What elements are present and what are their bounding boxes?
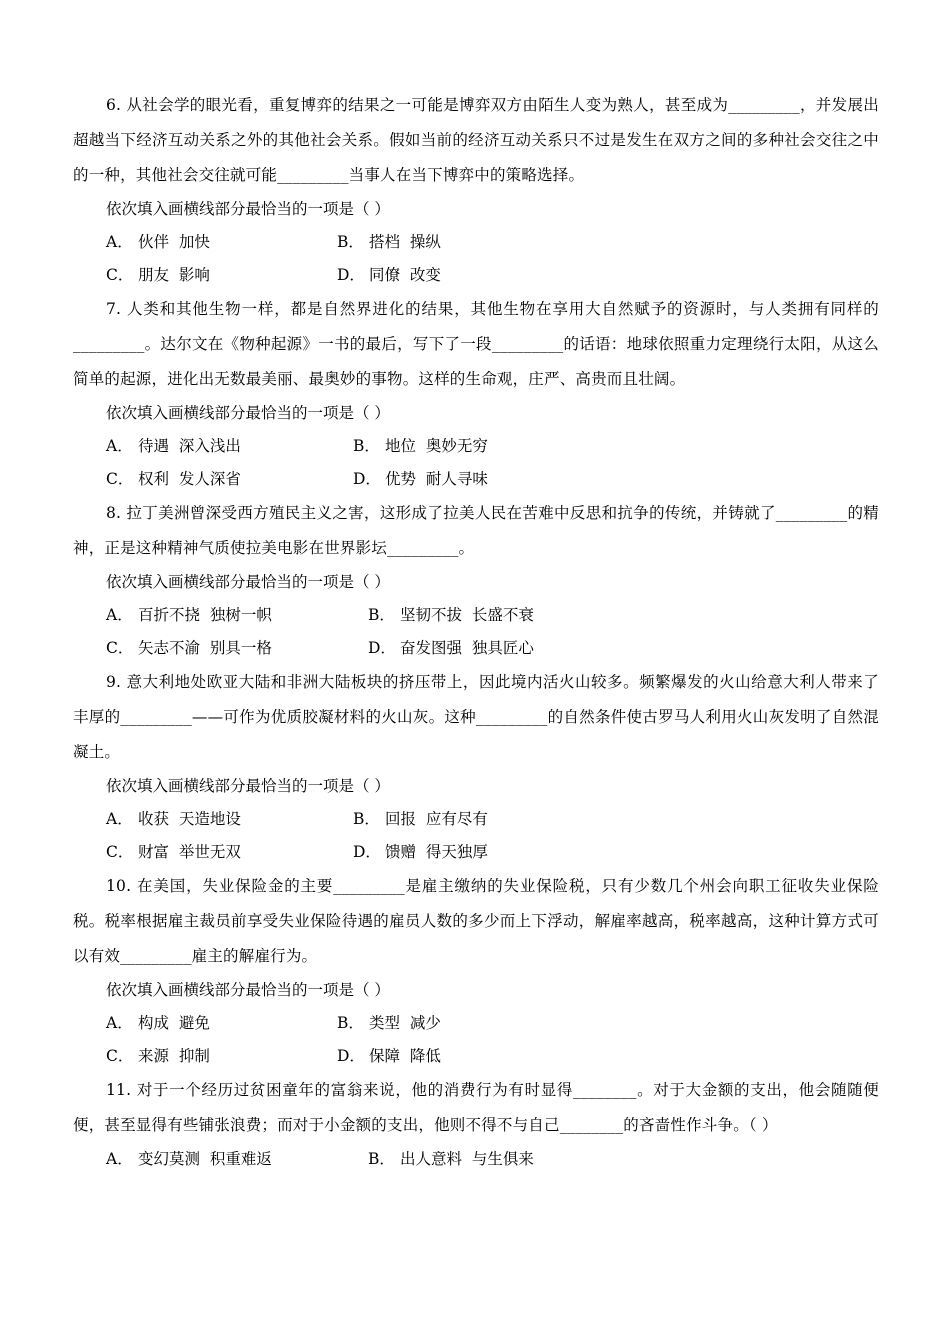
option-b (337, 226, 441, 259)
option-text: 朋友 影响 (138, 266, 210, 284)
option-a (106, 430, 353, 463)
question-6 (73, 88, 879, 292)
question-stem: 7. 人类和其他生物一样，都是自然界进化的结果，其他生物在享用大自然赋予的资源时，与人类拥有同样的_________。达尔文在《物种起源》一书的最后，写下了一段_________的话语：地球依照重力定理绕行太阳，从这么简单的起源，进化出无数最美丽、最奥妙的事物。这样的生命观，庄严、高贵而且壮阔。 (73, 300, 879, 388)
question-prompt: 依次填入画横线部分最恰当的一项是（ ） (106, 200, 390, 218)
option-letter: B． (337, 233, 364, 251)
option-c (106, 632, 368, 665)
option-text: 收获 天造地设 (138, 810, 241, 828)
option-d (368, 632, 534, 665)
option-letter: C． (106, 266, 134, 284)
option-letter: B． (337, 1014, 364, 1032)
option-a (106, 1143, 368, 1176)
option-text: 变幻莫测 积重难返 (138, 1150, 272, 1168)
option-row (73, 803, 879, 836)
option-letter: B． (368, 1150, 395, 1168)
option-d (353, 463, 488, 496)
option-letter: C． (106, 1047, 134, 1065)
question-prompt: 依次填入画横线部分最恰当的一项是（ ） (106, 404, 390, 422)
option-a (106, 226, 337, 259)
option-b (353, 803, 488, 836)
option-a (106, 599, 368, 632)
option-text: 优势 耐人寻味 (385, 470, 488, 488)
option-letter: B． (353, 810, 380, 828)
option-row (73, 632, 879, 665)
option-letter: B． (353, 437, 380, 455)
option-d (337, 1040, 441, 1073)
option-b (368, 599, 534, 632)
option-text: 构成 避免 (138, 1014, 210, 1032)
option-text: 地位 奥妙无穷 (385, 437, 488, 455)
question-11 (73, 1073, 879, 1176)
option-a (106, 1007, 337, 1040)
option-text: 伙伴 加快 (138, 233, 210, 251)
option-text: 矢志不渝 别具一格 (138, 639, 272, 657)
question-9 (73, 665, 879, 869)
option-text: 百折不挠 独树一帜 (138, 606, 272, 624)
option-letter: D． (368, 639, 396, 657)
option-text: 馈赠 得天独厚 (385, 843, 488, 861)
option-row (73, 1143, 879, 1176)
option-letter: C． (106, 470, 134, 488)
option-row (73, 259, 879, 292)
option-row (73, 1007, 879, 1040)
option-letter: A． (106, 810, 133, 828)
option-letter: D． (337, 266, 365, 284)
option-row (73, 463, 879, 496)
option-b (353, 430, 488, 463)
option-letter: D． (353, 843, 381, 861)
option-row (73, 836, 879, 869)
option-a (106, 803, 353, 836)
option-letter: C． (106, 843, 134, 861)
question-stem: 6. 从社会学的眼光看，重复博弈的结果之一可能是博弈双方由陌生人变为熟人，甚至成为_________，并发展出超越当下经济互动关系之外的其他社会关系。假如当前的经济互动关系只不过是发生在双方之间的多种社会交往之中的一种，其他社会交往就可能_________当事人在当下博弈中的策略选择。 (73, 96, 879, 184)
option-text: 类型 减少 (369, 1014, 441, 1032)
option-d (337, 259, 441, 292)
option-text: 回报 应有尽有 (385, 810, 488, 828)
question-10 (73, 869, 879, 1073)
option-text: 出人意料 与生俱来 (400, 1150, 534, 1168)
option-row (73, 599, 879, 632)
option-c (106, 463, 353, 496)
question-prompt: 依次填入画横线部分最恰当的一项是（ ） (106, 573, 390, 591)
option-letter: A． (106, 1150, 133, 1168)
option-c (106, 259, 337, 292)
option-letter: A． (106, 437, 133, 455)
option-row (73, 226, 879, 259)
option-text: 保障 降低 (369, 1047, 441, 1065)
option-b (368, 1143, 534, 1176)
option-text: 财富 举世无双 (138, 843, 241, 861)
question-stem: 11. 对于一个经历过贫困童年的富翁来说，他的消费行为有时显得________。对于大金额的支出，他会随随便便，甚至显得有些铺张浪费；而对于小金额的支出，他则不得不与自己________的吝啬性作斗争。（ ） (73, 1081, 879, 1134)
option-b (337, 1007, 441, 1040)
option-letter: A． (106, 233, 133, 251)
document-page (73, 88, 879, 1176)
option-text: 权利 发人深省 (138, 470, 241, 488)
question-prompt: 依次填入画横线部分最恰当的一项是（ ） (106, 981, 390, 999)
option-letter: A． (106, 1014, 133, 1032)
option-letter: D． (353, 470, 381, 488)
option-text: 待遇 深入浅出 (138, 437, 241, 455)
option-row (73, 430, 879, 463)
option-c (106, 1040, 337, 1073)
question-stem: 9. 意大利地处欧亚大陆和非洲大陆板块的挤压带上，因此境内活火山较多。频繁爆发的火山给意大利人带来了丰厚的_________——可作为优质胶凝材料的火山灰。这种_________的自然条件使古罗马人利用火山灰发明了自然混凝土。 (73, 673, 879, 761)
question-stem: 10. 在美国，失业保险金的主要_________是雇主缴纳的失业保险税，只有少数几个州会向职工征收失业保险税。税率根据雇主裁员前享受失业保险待遇的雇员人数的多少而上下浮动，解雇率越高，税率越高，这种计算方式可以有效_________雇主的解雇行为。 (73, 877, 879, 965)
question-stem: 8. 拉丁美洲曾深受西方殖民主义之害，这形成了拉美人民在苦难中反思和抗争的传统，并铸就了_________的精神，正是这种精神气质使拉美电影在世界影坛_________。 (73, 504, 879, 557)
question-8 (73, 496, 879, 665)
option-letter: C． (106, 639, 134, 657)
option-row (73, 1040, 879, 1073)
option-d (353, 836, 488, 869)
option-letter: A． (106, 606, 133, 624)
option-letter: D． (337, 1047, 365, 1065)
question-7 (73, 292, 879, 496)
option-text: 来源 抑制 (138, 1047, 210, 1065)
option-text: 搭档 操纵 (369, 233, 441, 251)
option-letter: B． (368, 606, 395, 624)
option-c (106, 836, 353, 869)
question-prompt: 依次填入画横线部分最恰当的一项是（ ） (106, 777, 390, 795)
option-text: 奋发图强 独具匠心 (400, 639, 534, 657)
option-text: 同僚 改变 (369, 266, 441, 284)
option-text: 坚韧不拔 长盛不衰 (400, 606, 534, 624)
